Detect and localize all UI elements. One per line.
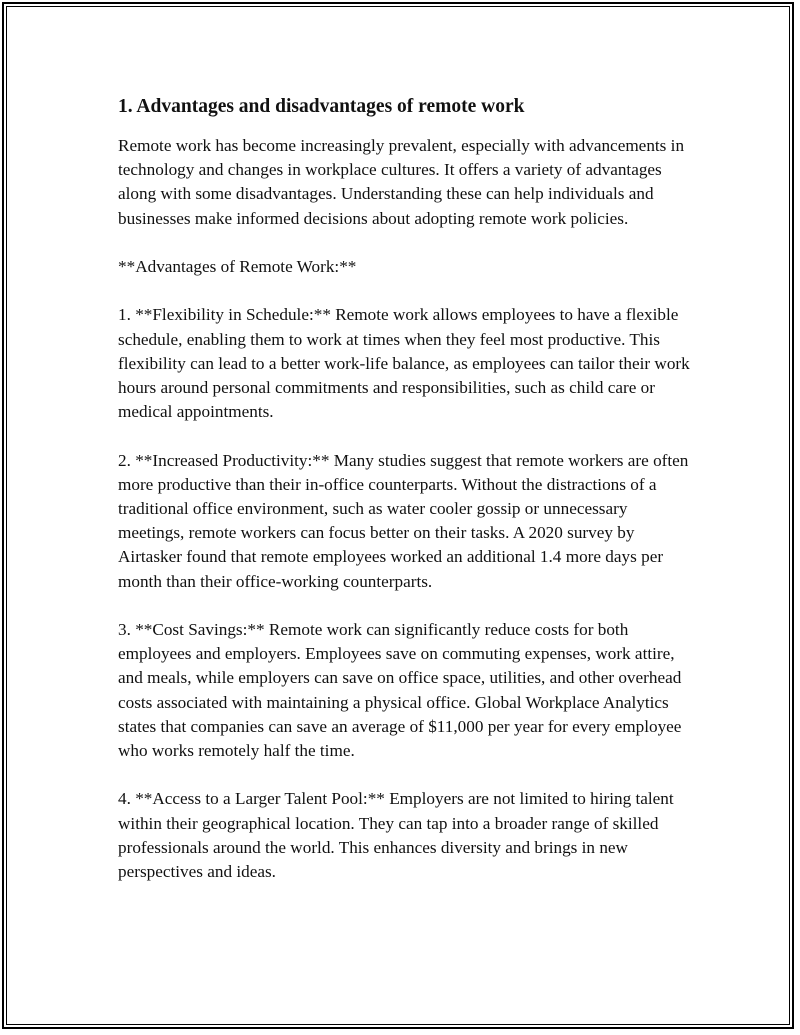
advantage-item-talent-pool: 4. **Access to a Larger Talent Pool:** Employers are not limited to hiring talent within their geographical location. They can tap into a broader range of skilled professionals around the world. This enhances diversity and brings in new perspectives and ideas. [118, 789, 674, 882]
document-body [118, 94, 698, 908]
advantage-item-flexibility: 1. **Flexibility in Schedule:** Remote work allows employees to have a flexible schedule, enabling them to work at times when they feel most productive. This flexibility can lead to a better work-life balance, as employees can tailor their work hours around personal commitments and responsibilities, such as child care or medical appointments. [118, 305, 690, 422]
section-label: **Advantages of Remote Work:** [118, 257, 357, 276]
advantage-item-cost-savings: 3. **Cost Savings:** Remote work can significantly reduce costs for both employees and employers. Employees save on commuting expenses, work attire, and meals, while employers can save on office space, utilities, and other overhead costs associated with maintaining a physical office. Global Workplace Analytics states that companies can save an average of $11,000 per year for every employee who works remotely half the time. [118, 620, 682, 761]
document-heading: 1. Advantages and disadvantages of remote work [118, 96, 525, 117]
intro-paragraph: Remote work has become increasingly prevalent, especially with advancements in technology and changes in workplace cultures. It offers a variety of advantages along with some disadvantages. Understanding these can help individuals and businesses make informed decisions about adopting remote work policies. [118, 136, 685, 228]
advantage-item-productivity: 2. **Increased Productivity:** Many studies suggest that remote workers are often more productive than their in-office counterparts. Without the distractions of a traditional office environment, such as water cooler gossip or unnecessary meetings, remote workers can focus better on their tasks. A 2020 survey by Airtasker found that remote employees worked an additional 1.4 more days per month than their office-working counterparts. [118, 450, 689, 591]
